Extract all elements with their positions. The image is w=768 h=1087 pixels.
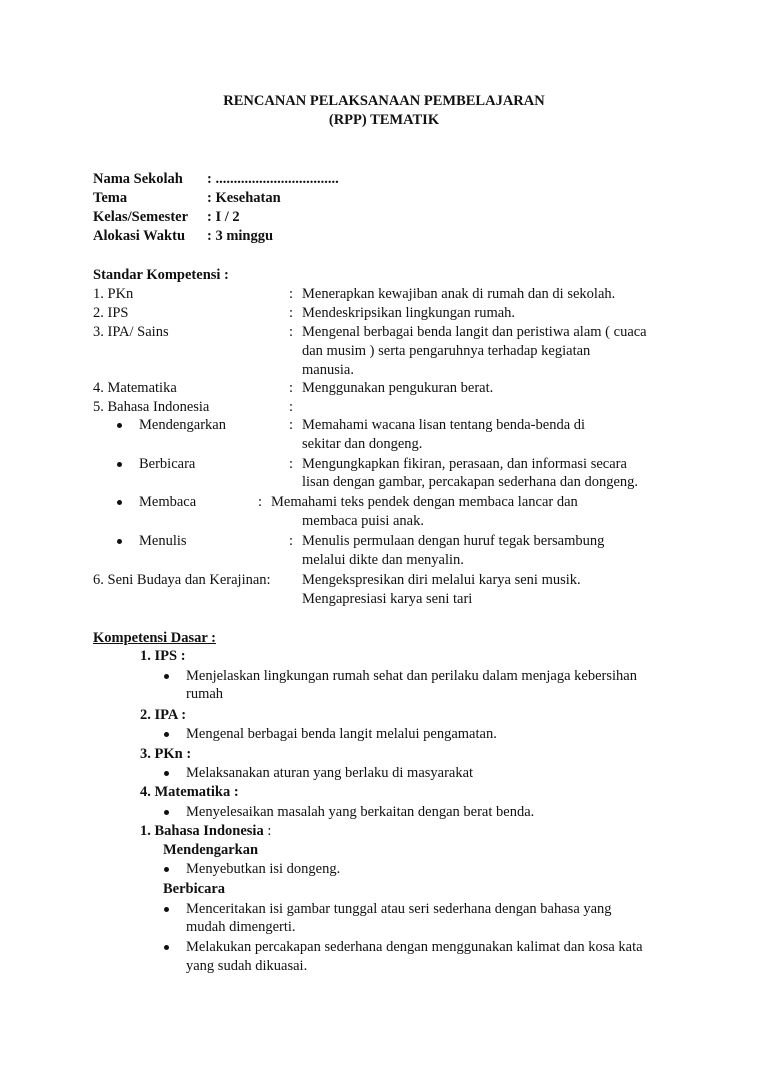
standar-colon: : [289, 533, 294, 549]
dasar-bullet-text: Menyelesaikan masalah yang berkaitan dengan berat benda. [186, 804, 535, 820]
standar-text: manusia. [302, 362, 354, 378]
standar-subject: 3. IPA/ Sains [93, 324, 169, 340]
bullet-icon [164, 907, 169, 912]
standar-heading: Standar Kompetensi : [93, 267, 229, 283]
dasar-section-title: 1. IPS : [140, 648, 186, 664]
bullet-icon [117, 500, 122, 505]
standar-colon: : [289, 286, 294, 302]
dasar-section-title-suffix: : [263, 823, 272, 839]
bullet-icon [117, 539, 122, 544]
dasar-bullet-text: yang sudah dikuasai. [186, 958, 308, 974]
dasar-section-title [140, 822, 271, 840]
standar-subject: Membaca [139, 494, 197, 510]
standar-text: lisan dengan gambar, percakapan sederhana dan dongeng. [302, 474, 638, 490]
label-nama-sekolah: Nama Sekolah [93, 171, 183, 187]
dasar-section-title: 2. IPA : [140, 707, 187, 723]
standar-text: Memahami wacana lisan tentang benda-benda di [302, 417, 586, 433]
standar-text: melalui dikte dan menyalin. [302, 552, 464, 568]
standar-subject: 4. Matematika [93, 380, 177, 396]
standar-text: Menggunakan pengukuran berat. [302, 380, 494, 396]
dasar-heading: Kompetensi Dasar : [93, 630, 216, 646]
dasar-bullet-text: Menjelaskan lingkungan rumah sehat dan perilaku dalam menjaga kebersihan [186, 668, 637, 684]
standar-subject: 6. Seni Budaya dan Kerajinan: [93, 572, 271, 588]
dasar-bullet-text: Menceritakan isi gambar tunggal atau seri sederhana dengan bahasa yang [186, 901, 612, 917]
value-nama-sekolah: : .................................. [207, 171, 339, 187]
label-kelas-semester: Kelas/Semester [93, 209, 189, 225]
standar-colon: : [289, 324, 294, 340]
label-alokasi-waktu: Alokasi Waktu [93, 228, 186, 244]
dasar-bullet-text: Melakukan percakapan sederhana dengan menggunakan kalimat dan kosa kata [186, 939, 643, 955]
dasar-section-title: 3. PKn : [140, 746, 192, 762]
bullet-icon [164, 867, 169, 872]
dasar-subsection-title: Mendengarkan [163, 842, 259, 858]
dasar-section-title-text: 1. Bahasa Indonesia [140, 823, 264, 839]
standar-text: Mengekspresikan diri melalui karya seni musik. [302, 572, 581, 588]
standar-colon: : [289, 399, 294, 415]
dasar-bullet-text: Melaksanakan aturan yang berlaku di masyarakat [186, 765, 474, 781]
standar-text: dan musim ) serta pengaruhnya terhadap kegiatan [302, 343, 591, 359]
standar-subject: 5. Bahasa Indonesia [93, 399, 210, 415]
standar-subject: Berbicara [139, 456, 196, 472]
standar-colon: : [289, 380, 294, 396]
dasar-bullet-text: Mengenal berbagai benda langit melalui pengamatan. [186, 726, 497, 742]
dasar-bullet-text: rumah [186, 686, 224, 702]
standar-text: Menerapkan kewajiban anak di rumah dan di sekolah. [302, 286, 616, 302]
value-tema: : Kesehatan [207, 190, 281, 206]
bullet-icon [117, 423, 122, 428]
standar-colon: : [258, 494, 263, 510]
bullet-icon [117, 462, 122, 467]
standar-subject: 1. PKn [93, 286, 134, 302]
dasar-bullet-text: mudah dimengerti. [186, 919, 296, 935]
standar-text: Mendeskripsikan lingkungan rumah. [302, 305, 516, 321]
standar-text: sekitar dan dongeng. [302, 436, 423, 452]
standar-subject: Menulis [139, 533, 187, 549]
value-kelas-semester: : I / 2 [207, 209, 240, 225]
dasar-subsection-title: Berbicara [163, 881, 226, 897]
standar-subject: Mendengarkan [139, 417, 226, 433]
bullet-icon [164, 810, 169, 815]
standar-colon: : [289, 456, 294, 472]
standar-colon: : [289, 417, 294, 433]
standar-colon: : [289, 305, 294, 321]
standar-text: Memahami teks pendek dengan membaca lancar dan [271, 494, 578, 510]
title-line-1: RENCANAN PELAKSANAAN PEMBELAJARAN [223, 93, 545, 109]
bullet-icon [164, 771, 169, 776]
standar-text: Mengungkapkan fikiran, perasaan, dan informasi secara [302, 456, 627, 472]
bullet-icon [164, 732, 169, 737]
standar-subject: 2. IPS [93, 305, 129, 321]
dasar-bullet-text: Menyebutkan isi dongeng. [186, 861, 341, 877]
bullet-icon [164, 674, 169, 679]
standar-text: Mengenal berbagai benda langit dan peristiwa alam ( cuaca [302, 324, 647, 340]
dasar-section-title: 4. Matematika : [140, 784, 239, 800]
bullet-icon [164, 945, 169, 950]
standar-text: Menulis permulaan dengan huruf tegak bersambung [302, 533, 605, 549]
label-tema: Tema [93, 190, 128, 206]
standar-text: membaca puisi anak. [302, 513, 424, 529]
value-alokasi-waktu: : 3 minggu [207, 228, 274, 244]
title-line-2: (RPP) TEMATIK [328, 112, 440, 128]
standar-text: Mengapresiasi karya seni tari [302, 591, 473, 607]
